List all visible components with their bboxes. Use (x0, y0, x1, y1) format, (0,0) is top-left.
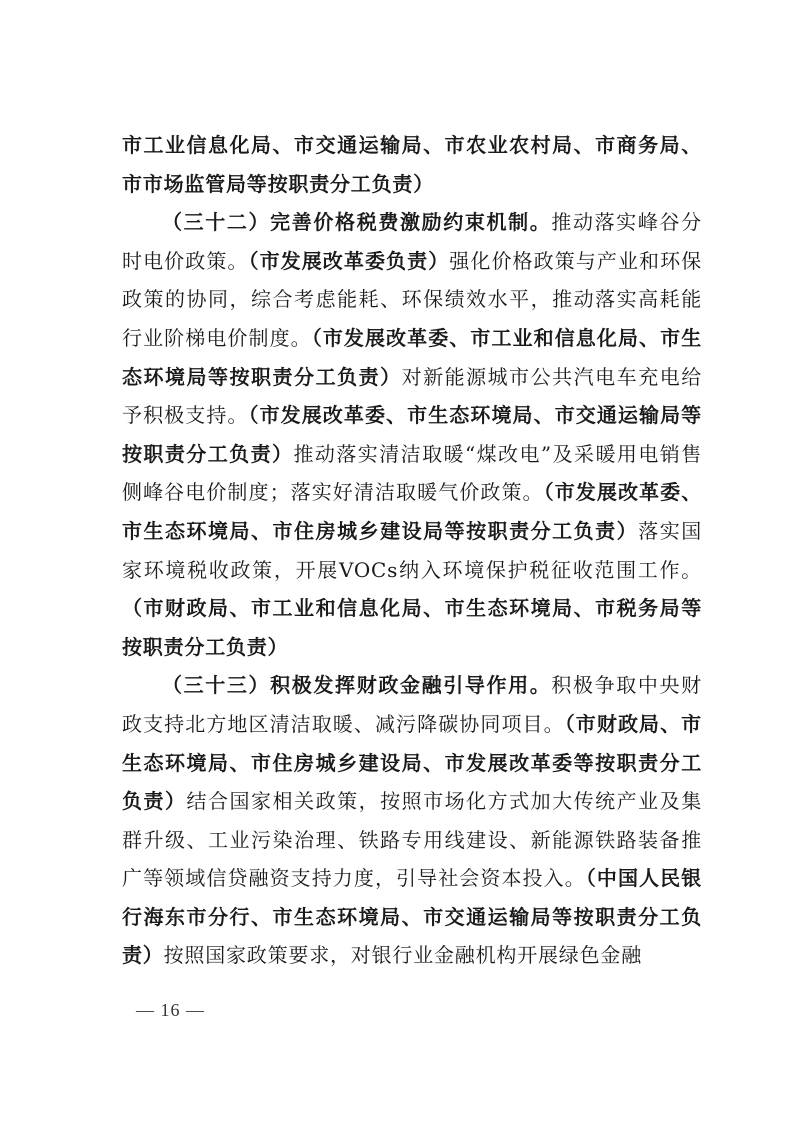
paragraph (122, 666, 702, 975)
paragraph (122, 203, 702, 666)
text-run: 强化价格政策与产业和环保政策的协同，综合考虑能耗、环保绩效水平，推动落实高耗能行业阶梯电价制度。 (122, 248, 702, 350)
bold-text-run: （中国人民银行海东市分行、市生态环境局、市交通运输局等按职责分工负责） (122, 866, 702, 968)
bold-text-run: （三十二）完善价格税费激励约束机制。 (162, 210, 552, 235)
body-text (122, 126, 702, 975)
bold-text-run: （市发展改革委、市工业和信息化局、市生态环境局等按职责分工负责） (122, 325, 702, 389)
page-number: — 16 — (136, 1000, 205, 1020)
bold-text-run: （市发展改革委负责） (248, 248, 450, 273)
text-run: 推动落实清洁取暖“煤改电”及采暖用电销售侧峰谷电价制度；落实好清洁取暖气价政策。 (122, 441, 702, 505)
bold-text-run: （市财政局、市生态环境局、市住房城乡建设局、市发展改革委等按职责分工负责） (122, 711, 702, 814)
paragraph (122, 126, 702, 203)
bold-text-run: （市财政局、市工业和信息化局、市生态环境局、市税务局等按职责分工负责） (122, 596, 702, 659)
bold-text-run: （市发展改革委、市生态环境局、市交通运输局等按职责分工负责） (122, 403, 702, 466)
text-run: 积极争取中央财政支持北方地区清洁取暖、减污降碳协同项目。 (122, 673, 702, 736)
bold-text-run: （市发展改革委、市生态环境局、市住房城乡建设局等按职责分工负责） (122, 480, 702, 543)
text-run: 结合国家相关政策，按照市场化方式加大传统产业及集群升级、工业污染治理、铁路专用线建设、新能源铁路装备推广等领域信贷融资支持力度，引导社会资本投入。 (122, 789, 702, 891)
text-run: 对新能源城市公共汽电车充电给予积极支持。 (122, 364, 703, 428)
text-run: 按照国家政策要求，对银行业金融机构开展绿色金融 (163, 943, 643, 968)
text-run: 推动落实峰谷分时电价政策。 (122, 210, 702, 273)
text-run: 落实国家环境税收政策，开展VOCs纳入环境保护税征收范围工作。 (122, 518, 703, 582)
bold-text-run: （三十三）积极发挥财政金融引导作用。 (162, 673, 552, 698)
bold-text-run: 市工业信息化局、市交通运输局、市农业农村局、市商务局、市市场监管局等按职责分工负责） (122, 133, 702, 196)
